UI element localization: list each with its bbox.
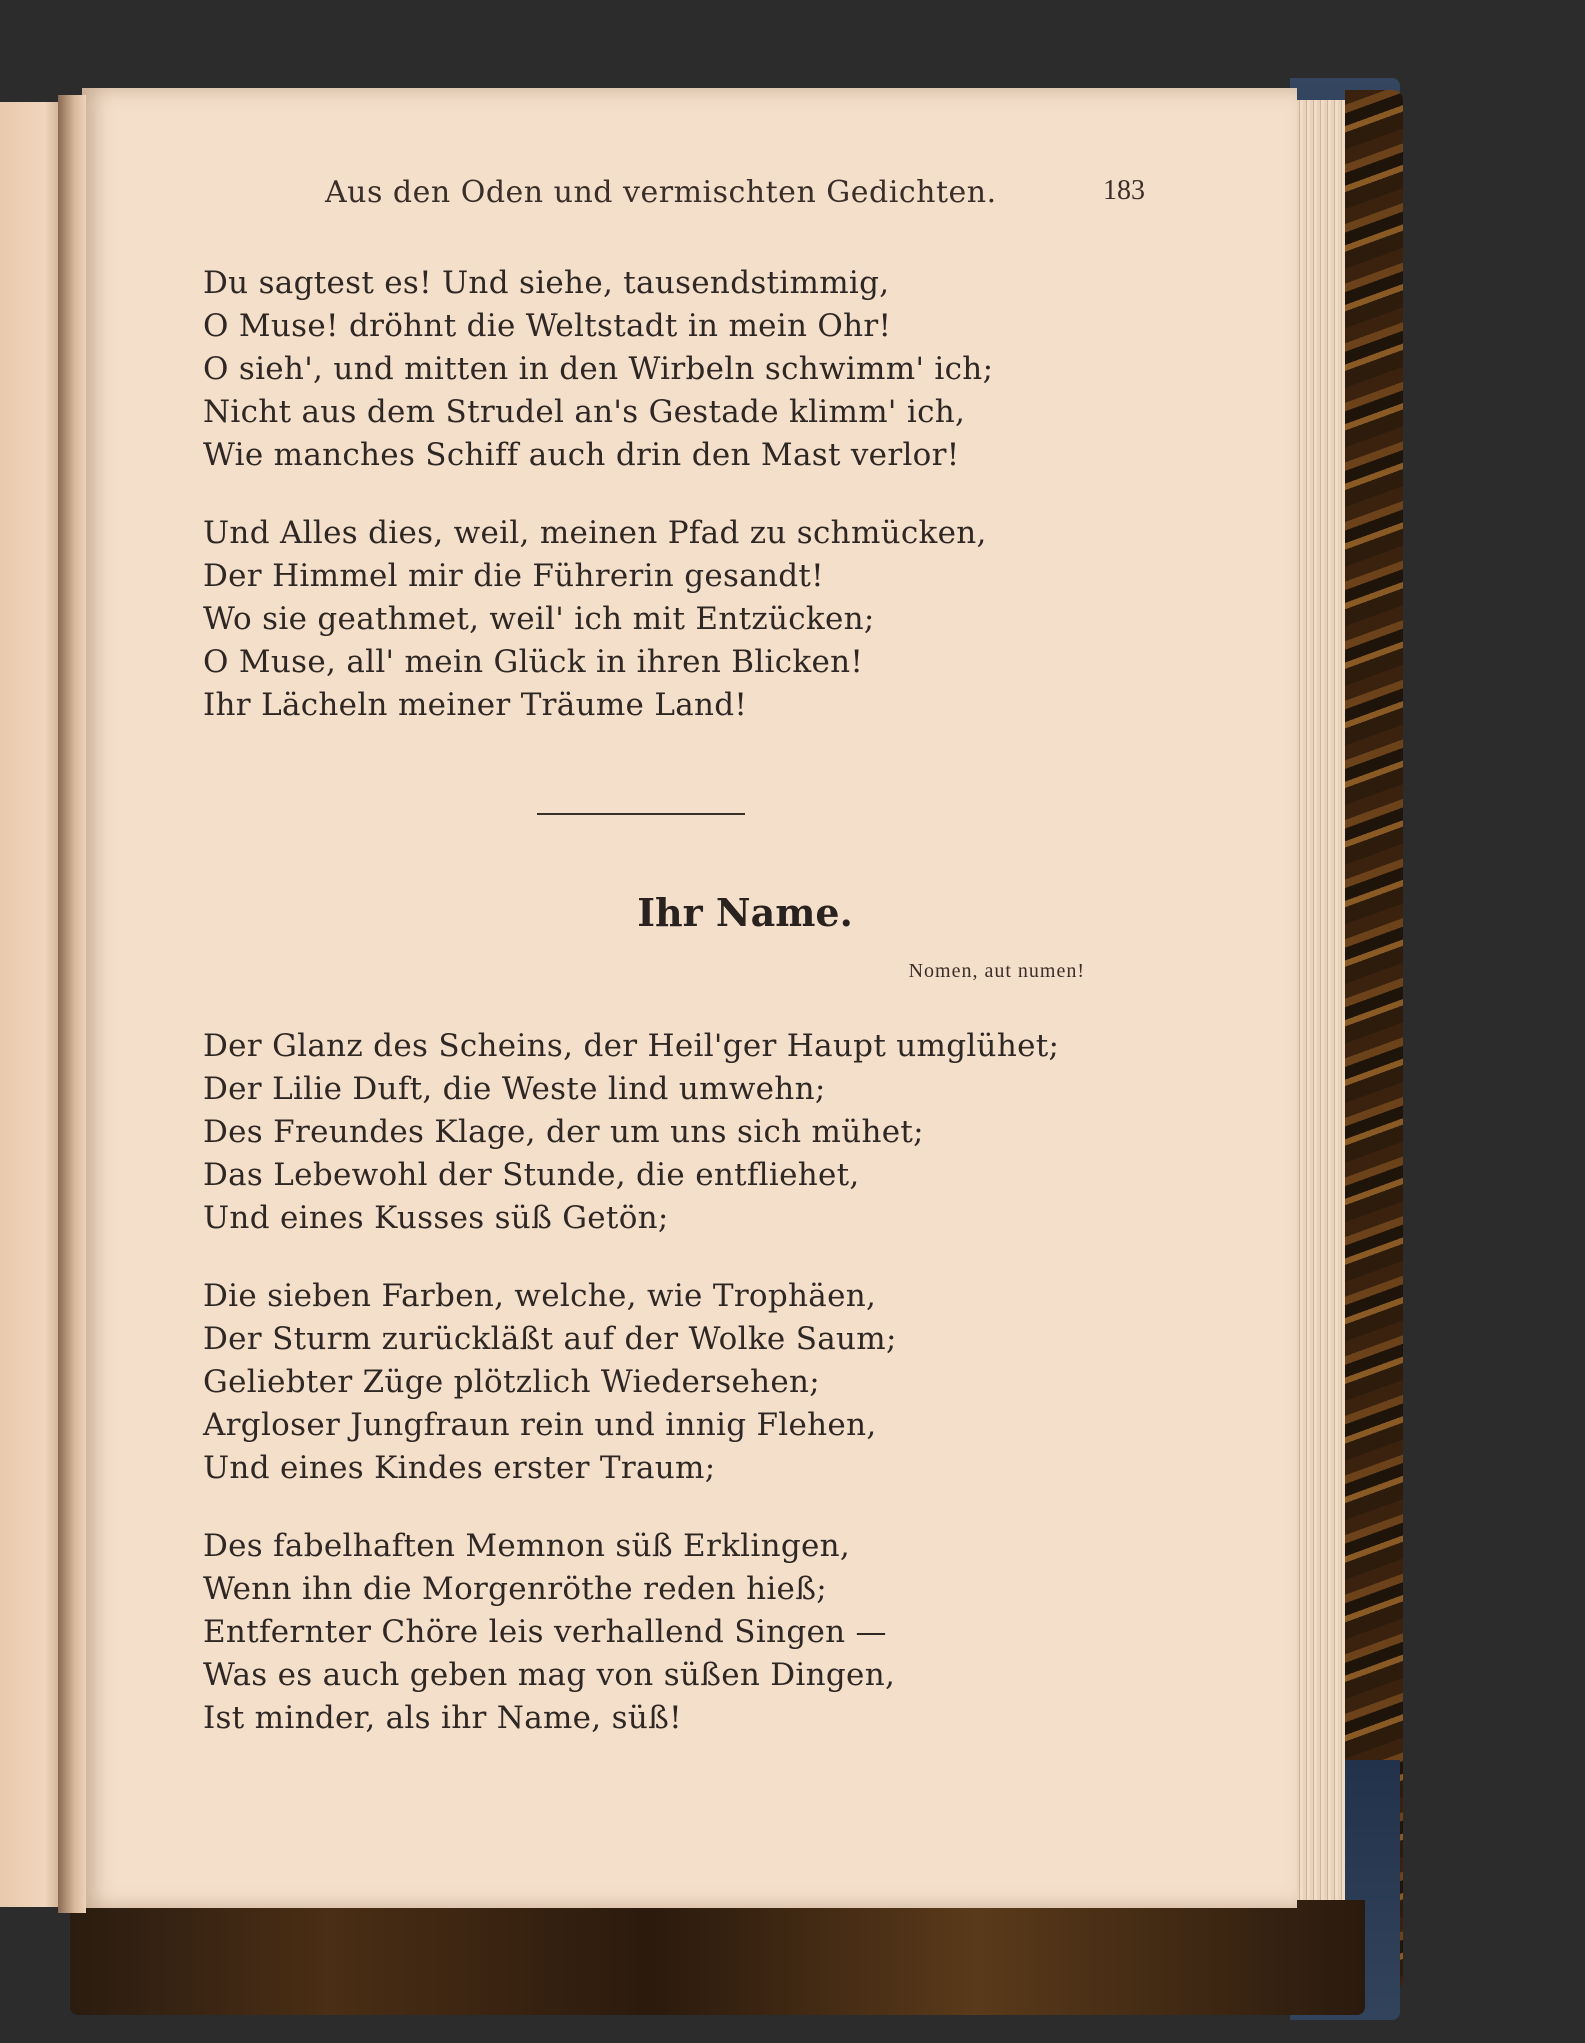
verse-line: Ihr Lächeln meiner Träume Land!: [203, 687, 748, 723]
stanza: [203, 512, 987, 727]
stanza: [203, 1525, 895, 1740]
page-number: 183: [1103, 175, 1145, 206]
verse-line: Was es auch geben mag von süßen Dingen,: [203, 1657, 896, 1693]
section-divider: [537, 813, 745, 815]
stanza: [203, 1025, 1059, 1240]
poem-motto: Nomen, aut numen!: [908, 960, 1085, 982]
marbled-cover-bottom: [70, 1900, 1365, 2015]
verse-line: Der Lilie Duft, die Weste lind umwehn;: [203, 1071, 826, 1107]
verse-line: Das Lebewohl der Stunde, die entfliehet,: [203, 1157, 860, 1193]
poem-title: Ihr Name.: [637, 890, 853, 935]
verse-line: Ist minder, als ihr Name, süß!: [203, 1700, 682, 1736]
verse-line: Wie manches Schiff auch drin den Mast verlor!: [203, 437, 960, 473]
marbled-cover-edge: [1345, 90, 1403, 1990]
page-header: [325, 175, 1145, 225]
verse-line: O sieh', und mitten in den Wirbeln schwimm' ich;: [203, 351, 994, 387]
running-head: Aus den Oden und vermischten Gedichten.: [325, 175, 997, 210]
verse-line: Der Himmel mir die Führerin gesandt!: [203, 558, 824, 594]
verse-line: Des fabelhaften Memnon süß Erklingen,: [203, 1528, 851, 1564]
verse-line: Geliebter Züge plötzlich Wiedersehen;: [203, 1364, 821, 1400]
verse-line: O Muse, all' mein Glück in ihren Blicken!: [203, 644, 864, 680]
verse-line: Und Alles dies, weil, meinen Pfad zu schmücken,: [203, 515, 987, 551]
verse-line: Die sieben Farben, welche, wie Trophäen,: [203, 1278, 877, 1314]
verse-line: Entfernter Chöre leis verhallend Singen —: [203, 1614, 887, 1650]
verse-line: Du sagtest es! Und siehe, tausendstimmig,: [203, 265, 890, 301]
verse-line: Und eines Kusses süß Getön;: [203, 1200, 669, 1236]
verse-line: Wo sie geathmet, weil' ich mit Entzücken;: [203, 601, 875, 637]
verse-line: Des Freundes Klage, der um uns sich mühet;: [203, 1114, 924, 1150]
verse-line: Der Glanz des Scheins, der Heil'ger Haupt umglühet;: [203, 1028, 1060, 1064]
verse-line: Argloser Jungfraun rein und innig Flehen,: [203, 1407, 877, 1443]
verse-line: O Muse! dröhnt die Weltstadt in mein Ohr!: [203, 308, 892, 344]
verse-line: Wenn ihn die Morgenröthe reden hieß;: [203, 1571, 827, 1607]
verse-line: Nicht aus dem Strudel an's Gestade klimm' ich,: [203, 394, 966, 430]
verse-line: Der Sturm zurückläßt auf der Wolke Saum;: [203, 1321, 897, 1357]
verse-line: Und eines Kindes erster Traum;: [203, 1450, 716, 1486]
facing-page-edge: [0, 102, 64, 1907]
stanza: [203, 1275, 897, 1490]
book-gutter: [58, 95, 86, 1913]
stanza: [203, 262, 993, 477]
